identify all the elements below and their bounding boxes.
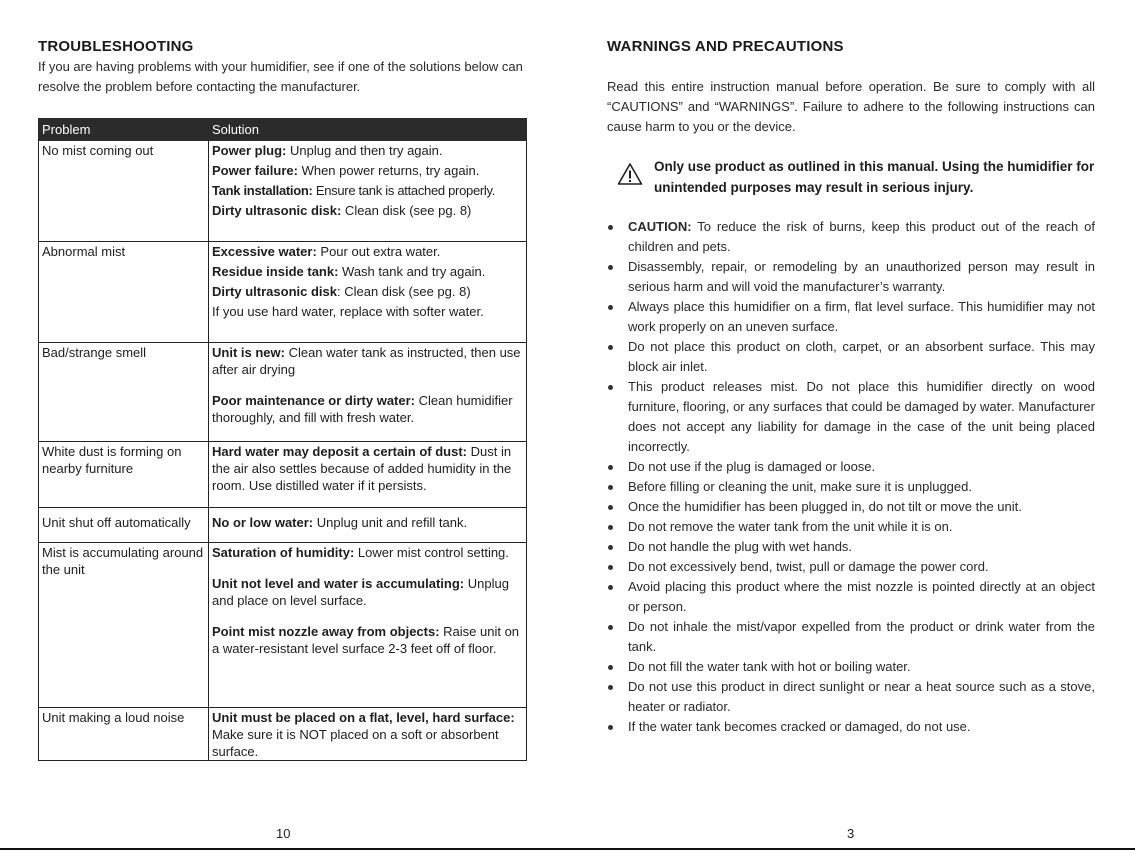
list-item — [607, 377, 1095, 457]
list-item — [607, 517, 1095, 537]
page-number-right: 3 — [847, 826, 855, 841]
solution-label: No or low water: — [212, 515, 314, 530]
list-item — [607, 577, 1095, 617]
list-item — [607, 497, 1095, 517]
list-item-text: Once the humidifier has been plugged in, do not tilt or move the unit. — [628, 499, 1022, 514]
problem-cell: No mist coming out — [39, 141, 209, 242]
solution-cell — [209, 508, 527, 543]
list-item — [607, 217, 1095, 257]
problem-cell: Mist is accumulating around the unit — [39, 543, 209, 708]
solution-line — [212, 243, 523, 260]
solution-line — [212, 443, 523, 494]
solution-text: Pour out extra water. — [316, 244, 441, 259]
solution-cell — [209, 343, 527, 442]
table-row — [39, 242, 527, 343]
table-header-row — [39, 119, 527, 141]
solution-text: Clean water tank as instructed, then use after air drying — [212, 345, 521, 377]
problem-cell: White dust is forming on nearby furniture — [39, 442, 209, 508]
solution-cell — [209, 543, 527, 708]
list-item-text: Do not fill the water tank with hot or boiling water. — [628, 659, 911, 674]
solution-line — [212, 575, 523, 609]
solution-line — [212, 263, 523, 280]
warnings-intro: Read this entire instruction manual before operation. Be sure to comply with all “CAUTIONS” and “WARNINGS”. Failure to adhere to the following instructions can cause harm to you or the device. — [607, 79, 1095, 134]
solution-line — [212, 303, 523, 320]
solution-label: Point mist nozzle away from objects: — [212, 624, 440, 639]
solution-line — [212, 162, 523, 179]
solution-text: Unplug unit and refill tank. — [313, 515, 468, 530]
solution-line — [212, 514, 523, 531]
solution-cell — [209, 141, 527, 242]
solution-text: Unplug and place on level surface. — [212, 576, 509, 608]
list-item — [607, 337, 1095, 377]
solution-text: Lower mist control setting. — [354, 545, 509, 560]
list-item-text: Do not excessively bend, twist, pull or damage the power cord. — [628, 559, 989, 574]
list-item-text: This product releases mist. Do not place this humidifier directly on wood furniture, flooring, or any surfaces that could be damaged by water. Manufacturer does not accept any liability for damage in the case of the unit being placed incorrectly. — [628, 379, 1095, 454]
solution-label: Power plug: — [212, 143, 287, 158]
solution-label: Hard water may deposit a certain of dust: — [212, 444, 468, 459]
solution-text: : Clean disk (see pg. 8) — [336, 284, 471, 299]
solution-label: Dirty ultrasonic disk — [212, 284, 337, 299]
solution-label: Dirty ultrasonic disk: — [212, 203, 342, 218]
troubleshooting-table — [38, 118, 527, 761]
solution-label: Tank installation: — [212, 183, 313, 198]
list-item-text: Do not remove the water tank from the unit while it is on. — [628, 519, 953, 534]
solution-label: Residue inside tank: — [212, 264, 339, 279]
list-item — [607, 537, 1095, 557]
solution-line — [212, 142, 523, 159]
table-row — [39, 708, 527, 761]
solution-line — [212, 182, 523, 199]
solution-line — [212, 202, 523, 219]
solution-cell — [209, 442, 527, 508]
warning-text: Only use product as outlined in this manual. Using the humidifier for unintended purposes may result in serious injury. — [654, 159, 1095, 195]
troubleshooting-intro: If you are having problems with your humidifier, see if one of the solutions below can resolve the problem before contacting the manufacturer. — [38, 59, 523, 94]
caution-label: CAUTION: — [628, 219, 692, 234]
list-item-text: To reduce the risk of burns, keep this product out of the reach of children and pets. — [628, 219, 1095, 254]
list-item — [607, 297, 1095, 337]
problem-cell: Bad/strange smell — [39, 343, 209, 442]
list-item — [607, 717, 1095, 737]
solution-label: Excessive water: — [212, 244, 317, 259]
problem-cell: Abnormal mist — [39, 242, 209, 343]
list-item — [607, 557, 1095, 577]
solution-label: Power failure: — [212, 163, 298, 178]
list-item — [607, 257, 1095, 297]
solution-text: Clean humidifier thoroughly, and fill with fresh water. — [212, 393, 513, 425]
solution-text: Dust in the air also settles because of added humidity in the room. Use distilled water if it persists. — [212, 444, 512, 493]
solution-text: Unplug and then try again. — [286, 143, 443, 158]
list-item-text: Do not inhale the mist/vapor expelled from the product or drink water from the tank. — [628, 619, 1095, 654]
warning-callout — [617, 156, 1095, 198]
solution-label: Poor maintenance or dirty water: — [212, 393, 415, 408]
solution-line — [212, 544, 523, 561]
table-row — [39, 508, 527, 543]
list-item-text: Do not handle the plug with wet hands. — [628, 539, 853, 554]
list-item-text: Avoid placing this product where the mist nozzle is pointed directly at an object or person. — [628, 579, 1095, 614]
column-header-solution: Solution — [209, 119, 527, 141]
page-number-left: 10 — [276, 826, 291, 841]
table-row — [39, 442, 527, 508]
column-header-problem: Problem — [39, 119, 209, 141]
solution-text: Raise unit on a water-resistant level surface 2-3 feet off of floor. — [212, 624, 520, 656]
problem-cell: Unit shut off automatically — [39, 508, 209, 543]
solution-text: Wash tank and try again. — [338, 264, 486, 279]
solution-text: Make sure it is NOT placed on a soft or absorbent surface. — [212, 727, 499, 759]
solution-label: Unit is new: — [212, 345, 285, 360]
precautions-list — [607, 217, 1095, 737]
solution-line — [212, 709, 523, 760]
list-item-text: If the water tank becomes cracked or damaged, do not use. — [628, 719, 971, 734]
solution-label: Saturation of humidity: — [212, 545, 355, 560]
table-row — [39, 543, 527, 708]
solution-cell — [209, 242, 527, 343]
solution-text: If you use hard water, replace with softer water. — [212, 304, 484, 319]
solution-line — [212, 623, 523, 657]
list-item — [607, 657, 1095, 677]
bottom-divider — [0, 848, 1135, 850]
warnings-heading: WARNINGS AND PRECAUTIONS — [607, 38, 844, 55]
problem-cell: Unit making a loud noise — [39, 708, 209, 761]
list-item-text: Always place this humidifier on a firm, flat level surface. This humidifier may not work properly on an uneven surface. — [628, 299, 1095, 334]
list-item — [607, 477, 1095, 497]
solution-label: Unit not level and water is accumulating: — [212, 576, 465, 591]
warning-triangle-icon — [617, 162, 643, 186]
solution-text: Clean disk (see pg. 8) — [341, 203, 472, 218]
solution-text: Ensure tank is attached properly. — [312, 183, 496, 198]
solution-line — [212, 392, 523, 426]
list-item-text: Before filling or cleaning the unit, make sure it is unplugged. — [628, 479, 972, 494]
list-item-text: Do not use if the plug is damaged or loose. — [628, 459, 876, 474]
solution-label: Unit must be placed on a flat, level, hard surface: — [212, 710, 515, 725]
solution-line — [212, 344, 523, 378]
solution-cell — [209, 708, 527, 761]
table-row — [39, 343, 527, 442]
list-item-text: Disassembly, repair, or remodeling by an unauthorized person may result in serious harm and will void the manufacturer’s warranty. — [628, 259, 1095, 294]
list-item-text: Do not place this product on cloth, carpet, or an absorbent surface. This may block air inlet. — [628, 339, 1095, 374]
troubleshooting-heading: TROUBLESHOOTING — [38, 38, 194, 55]
list-item — [607, 677, 1095, 717]
solution-line — [212, 283, 523, 300]
list-item — [607, 617, 1095, 657]
list-item-text: Do not use this product in direct sunlight or near a heat source such as a stove, heater or radiator. — [628, 679, 1095, 714]
list-item — [607, 457, 1095, 477]
solution-text: When power returns, try again. — [297, 163, 480, 178]
table-row — [39, 141, 527, 242]
